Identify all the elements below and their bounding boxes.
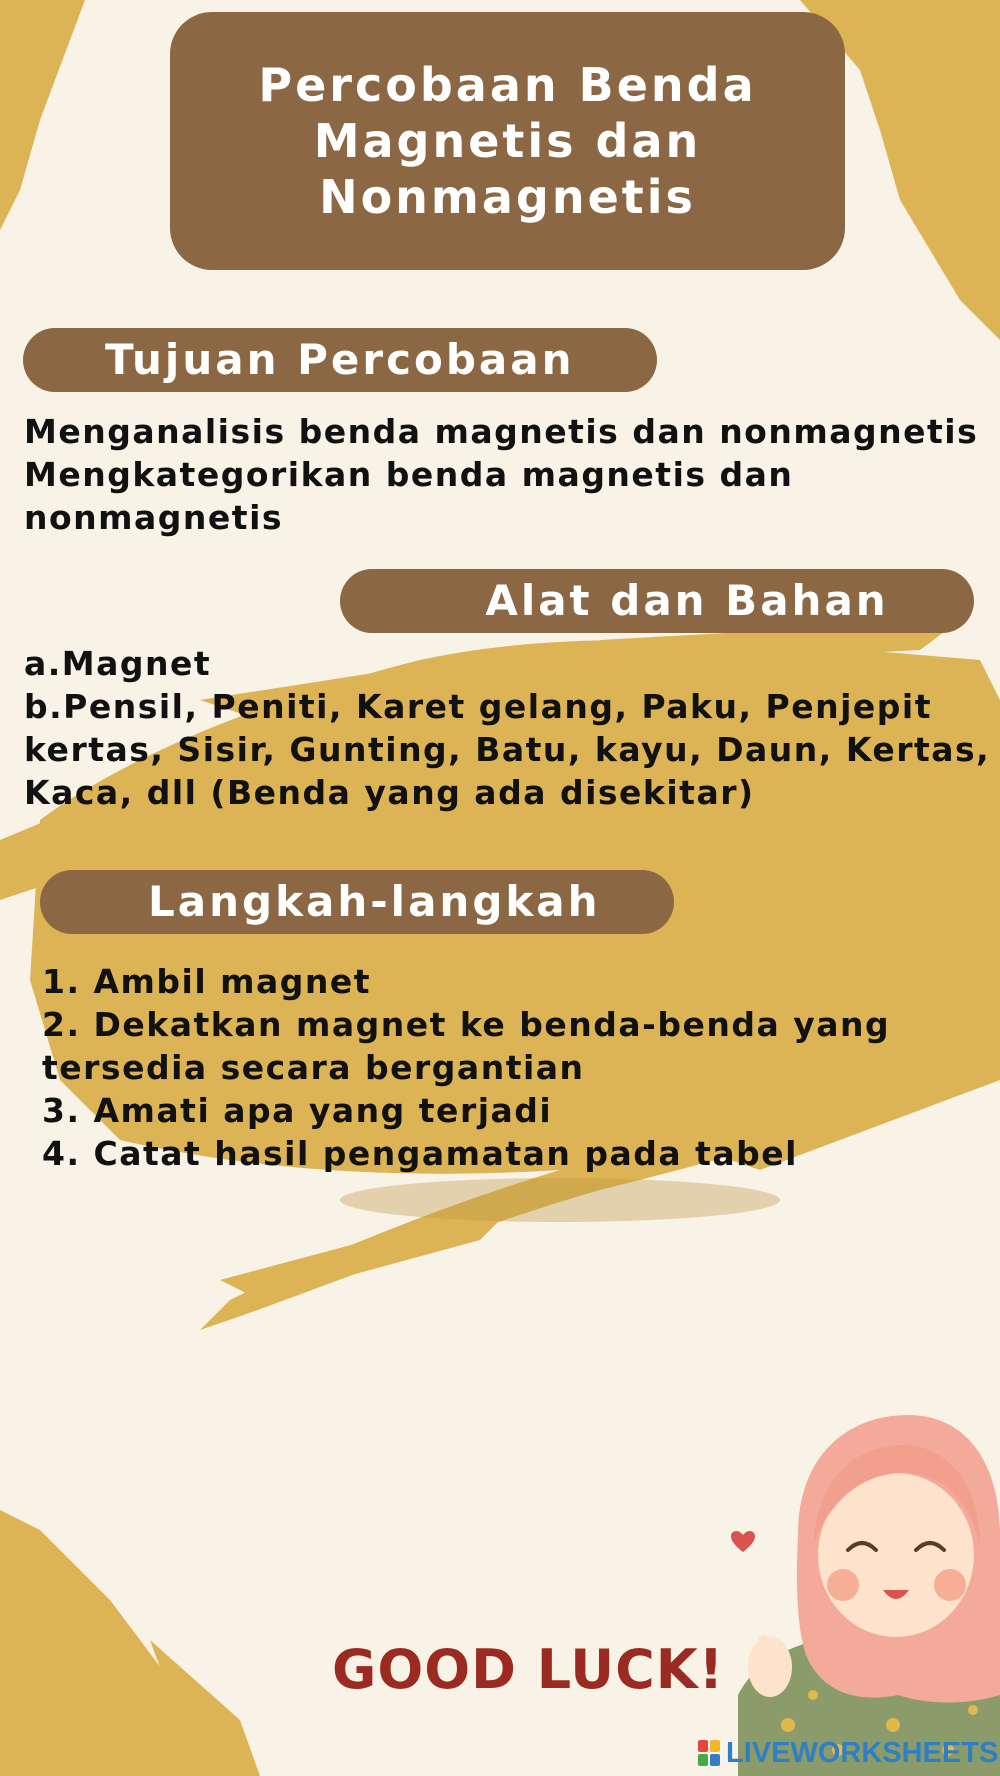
alat-text <box>24 642 990 814</box>
tujuan-text <box>24 410 978 539</box>
brand-watermark <box>698 1736 998 1770</box>
section-heading-alat: Alat dan Bahan <box>340 569 974 633</box>
tujuan-line: nonmagnetis <box>24 498 284 537</box>
brand-name: LIVEWORKSHEETS <box>726 1736 999 1769</box>
alat-line: kertas, Sisir, Gunting, Batu, kayu, Daun, Kertas, <box>24 730 991 769</box>
tujuan-line: Mengkategorikan benda magnetis dan <box>24 455 794 494</box>
title-banner <box>170 12 845 270</box>
langkah-item: tersedia secara bergantian <box>42 1048 585 1087</box>
good-luck-text: GOOD LUCK! <box>332 1638 725 1701</box>
langkah-item: 2. Dekatkan magnet ke benda-benda yang <box>42 1005 891 1044</box>
langkah-item: 3. Amati apa yang terjadi <box>42 1091 553 1130</box>
alat-line: a.Magnet <box>24 644 212 683</box>
heart-icon <box>730 1530 756 1554</box>
section-heading-tujuan: Tujuan Percobaan <box>23 328 657 392</box>
girl-hijab-illustration <box>718 1405 1000 1776</box>
alat-line: b.Pensil, Peniti, Karet gelang, Paku, Penjepit <box>24 687 932 726</box>
langkah-item: 4. Catat hasil pengamatan pada tabel <box>42 1134 798 1173</box>
alat-line: Kaca, dll (Benda yang ada disekitar) <box>24 773 755 812</box>
section-heading-langkah: Langkah-langkah <box>40 870 674 934</box>
langkah-list <box>42 960 890 1175</box>
page-title: Percobaan Benda Magnetis dan Nonmagnetis <box>258 58 757 224</box>
liveworksheets-logo-icon <box>698 1740 720 1766</box>
langkah-item: 1. Ambil magnet <box>42 962 372 1001</box>
tujuan-line: Menganalisis benda magnetis dan nonmagnetis <box>24 412 979 451</box>
